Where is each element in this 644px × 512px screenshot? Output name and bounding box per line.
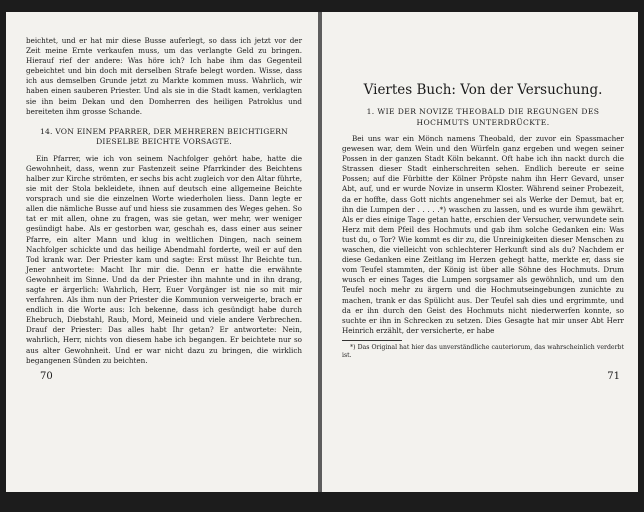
- footnote-rule: [342, 340, 402, 341]
- section-title: 14. VON EINEM PFARRER, DER MEHREREN BEICHTIGERN DIESELBE BEICHTE VORSAGTE.: [39, 126, 289, 147]
- book-title: Viertes Buch: Von der Versuchung.: [363, 82, 603, 98]
- chapter-title: 1. WIE DER NOVIZE THEOBALD DIE REGUNGEN DES HOCHMUTS UNTERDRÜCKTE.: [366, 107, 600, 127]
- left-page: [6, 12, 318, 492]
- page-number-right: 71: [607, 371, 620, 382]
- section-paragraph: Ein Pfarrer, wie ich von seinem Nachfolger gehört habe, hatte die Gewohnheit, dass, wenn zur Fastenzeit seine Pfarrkinder des Beichtens halber zur Kirche strömten, er sechs bis acht zugleich vor den Altar führte, sie mit der Stola bekleidete, ihnen auf deutsch eine allgemeine Beichte vorsprach und sie die einzelnen Worte wiederholen liess. Dann legte er allen die nämliche Busse auf und hiess sie zusammen des Weges gehen. So tat er mit allen, ohne zu fragen, was sie getan, wer mehr, wer weniger gesündigt habe. Als er gestorben war, geschah es, dass einer aus seiner Pfarre, ein alter Mann und klug in weltlichen Dingen, nach seinem Nachfolger schickte und das heilige Abendmahl forderte, weil er auf den Tod krank war. Der Priester kam und sagte: Erst müsst Ihr Beichte tun. Jener antwortete: Macht Ihr mir die. Denn er hatte die erwähnte Gewohnheit im Sinne. Und da der Priester ihn mahnte und in ihn drang, sagte er ärgerlich: Wahrlich, Herr, Euer Vorgänger ist nie so mit mir verfahren. Als ihm nun der Priester die Kommunion verweigerte, brach er endlich in die Worte aus: Ich bekenne, dass ich gesündigt habe durch Ehebruch, Diebstahl, Raub, Mord, Meineid und viele andere Verbrechen. Drauf der Priester: Das alles habt Ihr getan? Er antwortete: Nein, wahrlich, Herr, nichts von diesem habe ich begangen. Er beichtete nur so aus alter Gewohnheit. Und er war nicht dazu zu bringen, die wirklich begangenen Sünden zu beichten.: [26, 153, 302, 365]
- chapter-paragraph: Bei uns war ein Mönch namens Theobald, der zuvor ein Spassmacher gewesen war, dem Wein und den Würfeln ganz ergeben und wegen seiner Possen in der ganzen Stadt Köln bekannt. Oft habe ich ihn nackt durch die Strassen dieser Stadt einherschreiten sehen. Endlich bereute er seine Possen; auf die Fürbitte der Kölner Pröpste nahm ihn Herr Gevard, unser Abt, auf, und er wurde Novize in unserm Kloster. Während seiner Probezeit, da er hoffte, dass Gott nichts angenehmer sei als Werke der Demut, bat er, ihn die Lumpen der . . . . .*) waschen zu lassen, und es wurde ihm gewährt. Als er dies einige Tage getan hatte, erschien der Versucher, verwundete sein Herz mit dem Pfeil des Hochmuts und gab ihm solche Gedanken ein: Was tust du, o Tor? Wie kommt es dir zu, die Unreinigkeiten dieser Menschen zu waschen, die vielleicht von schlechterer Herkunft sind als du? Nachdem er diese Gedanken eine Zeitlang im Herzen gehegt hatte, merkte er, dass sie vom Teufel stammten, der König ist über alle Söhne des Hochmuts. Drum wusch er eines Tages die Lumpen sorgsamer als gewöhnlich, und um den Teufel noch mehr zu ärgern und die Hochmutseingebungen zunichte zu machen, trank er das Spülicht aus. Der Teufel sah dies und ergrimmte, und da er ihn durch den Geist des Hochmuts nicht niederwerfen konnte, so suchte er ihn in Schrecken zu setzen. Dies Gesagte hat mir unser Abt Herr Heinrich erzählt, der versicherte, er habe: [342, 134, 624, 335]
- page-number-left: 70: [40, 371, 53, 382]
- right-page: [322, 12, 638, 492]
- footnote: *) Das Original hat hier das unverständliche cauteriorum, das wahrscheinlich verderbt ist.: [342, 343, 624, 360]
- intro-paragraph: beichtet, und er hat mir diese Busse auferlegt, so dass ich jetzt vor der Zeit meine Ernte verkaufen muss, um das verlangte Geld zu bringen. Hierauf rief der andere: Was höre ich? Ich habe ihm das Gegenteil gebeichtet und bin doch mit derselben Strafe belegt worden. Wisse, dass ich aus demselben Grunde jetzt zu Markte kommen muss. Wahrlich, wir haben einen sauberen Priester. Und als sie in die Stadt kamen, verklagten sie ihn beim Dekan und den Domherren des heiligen Patroklus und bereiteten ihm grosse Schande.: [26, 36, 302, 116]
